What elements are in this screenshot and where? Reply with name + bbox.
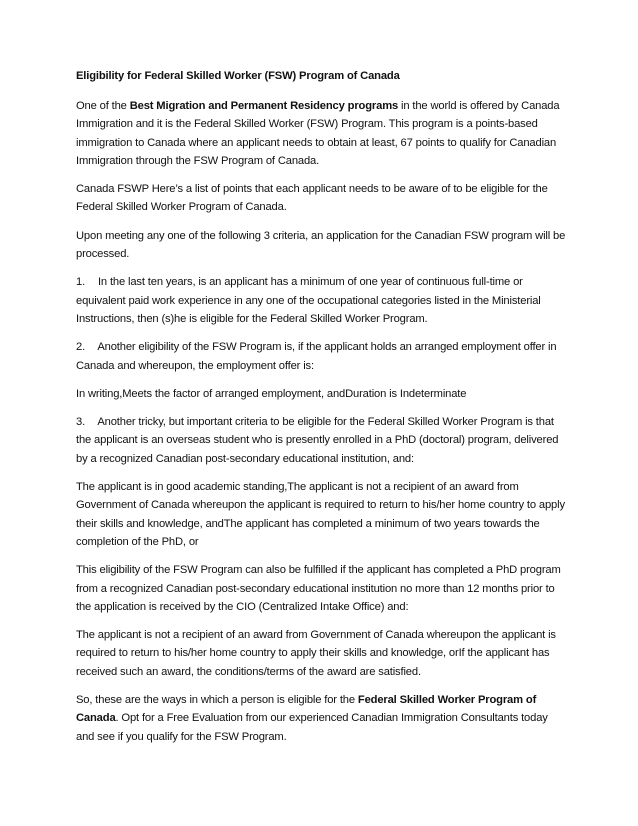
intro-text-bold: Best Migration and Permanent Residency programs xyxy=(129,100,399,112)
list-item-text: In the last ten years, is an applicant has a minimum of one year of continuous full-time or equivalent paid work experience in any one of the occupational categories listed in the Ministerial Instructions, then (s)he is eligible for the Federal Skilled Worker Program. xyxy=(76,276,541,325)
paragraph-conclusion xyxy=(76,691,568,746)
paragraph-criteria: Upon meeting any one of the following 3 criteria, an application for the Canadian FSW program will be processed. xyxy=(76,229,566,261)
list-item-3 xyxy=(76,413,568,468)
list-number: 3. xyxy=(76,416,86,429)
paragraph-academic-standing: The applicant is in good academic standing,The applicant is not a recipient of an award from Government of Canada whereupon the applicant is required to return to his/her home country to apply their skills and knowledge, andThe applicant has completed a minimum of two years towards the completion of the PhD, or xyxy=(76,481,565,548)
list-item-text: Another eligibility of the FSW Program is, if the applicant holds an arranged employment offer in Canada and whereupon, the employment offer is: xyxy=(76,341,557,372)
intro-text-post: in the world is offered by Canada Immigration and it is the Federal Skilled Worker (FSW) Program. This program is a points-based immigration to Canada where an applicant needs to obtain at least, 67 points to qualify for Canadian Immigration through the FSW Program of Canada. xyxy=(76,100,560,167)
list-item-2 xyxy=(76,338,568,375)
paragraph-employment-offer: In writing,Meets the factor of arranged employment, andDuration is Indeterminate xyxy=(76,387,467,400)
list-number: 1. xyxy=(76,276,86,289)
paragraph-points-list: Canada FSWP Here’s a list of points that each applicant needs to be aware of to be eligible for the Federal Skilled Worker Program of Canada. xyxy=(76,183,548,214)
intro-text-pre: One of the xyxy=(76,100,130,112)
list-item-1 xyxy=(76,273,568,328)
paragraph-phd-completed: This eligibility of the FSW Program can also be fulfilled if the applicant has completed a PhD program from a recognized Canadian post-secondary educational institution no more than 12 months prior to the application is received by the CIO (Centralized Intake Office) and: xyxy=(76,564,561,613)
conclusion-text-bold: Federal Skilled Worker Program of Canada xyxy=(76,694,537,725)
conclusion-text-post: . Opt for a Free Evaluation from our experienced Canadian Immigration Consultants today and see if you qualify for the FSW Program. xyxy=(76,712,548,743)
paragraph-award-conditions: The applicant is not a recipient of an award from Government of Canada whereupon the applicant is required to return to his/her home country to apply their skills and knowledge, orIf the applicant has received such an award, the conditions/terms of the award are satisfied. xyxy=(76,629,556,678)
document-title: Eligibility for Federal Skilled Worker (FSW) Program of Canada xyxy=(76,70,400,82)
conclusion-text-pre: So, these are the ways in which a person is eligible for the xyxy=(76,694,358,707)
paragraph-intro xyxy=(76,97,568,170)
list-number: 2. xyxy=(76,341,86,354)
list-item-text: Another tricky, but important criteria to be eligible for the Federal Skilled Worker Program is that the applicant is an overseas student who is presently enrolled in a PhD (doctoral) program, delivered by a recognized Canadian post-secondary educational institution, and: xyxy=(76,416,559,465)
